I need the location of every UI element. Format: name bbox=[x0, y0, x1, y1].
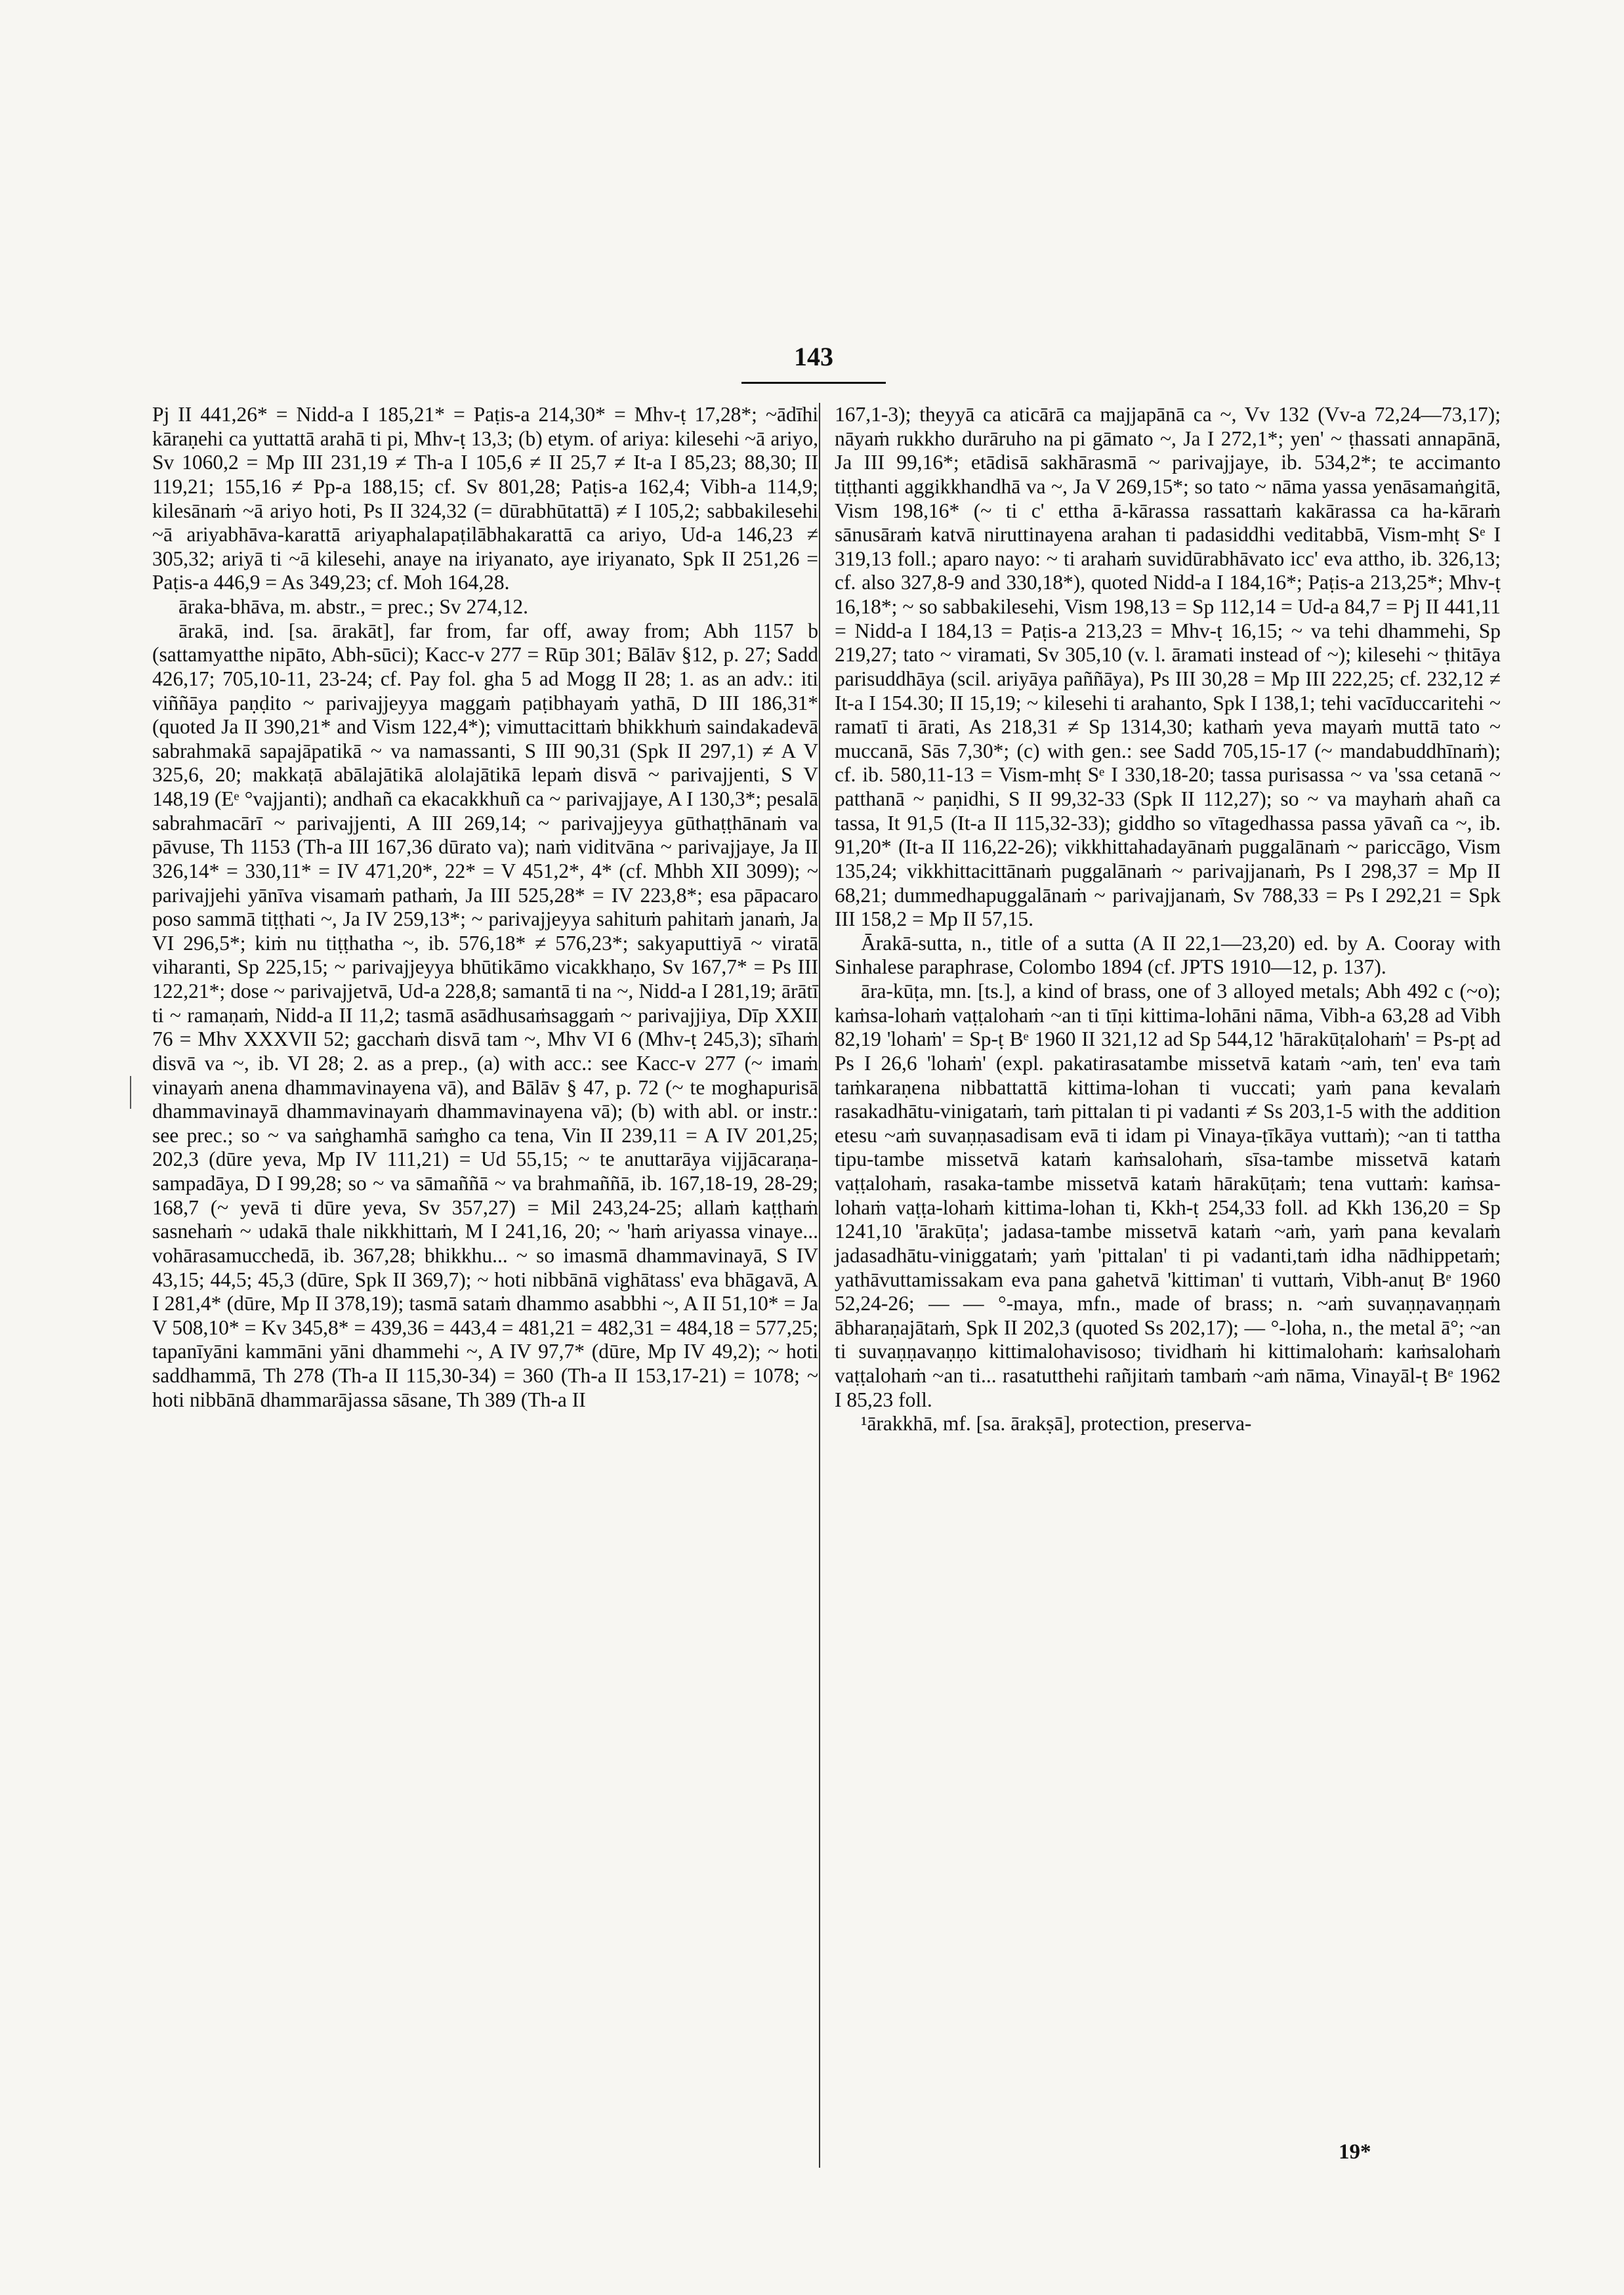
entry-araka-bhava: āraka-bhāva, m. abstr., = prec.; Sv 274,12. bbox=[178, 595, 528, 618]
left-column bbox=[152, 403, 818, 1412]
column-divider bbox=[819, 403, 820, 2168]
entry-continuation: Pj II 441,26* = Nidd-a I 185,21* = Paṭis-a 214,30* = Mhv-ṭ 17,28*; ~ādīhi kāraṇehi ca yuttattā arahā ti pi, Mhv-ṭ 13,3; (b) etym. of ariya: kilesehi ~ā ariyo, Sv 1060,2 = Mp III 231,19 ≠ Th-a I 105,6 ≠ II 25,7 ≠ It-a I 85,23; 88,30; II 119,21; 155,16 ≠ Pp-a 188,15; cf. Sv 801,28; Paṭis-a 162,4; Vibh-a 114,9; kilesānaṁ ~ā ariyo hoti, Ps II 324,32 (= dūrabhūtattā) ≠ I 105,2; sabbakilesehi ~ā ariyabhāva-karattā ariyaphalapaṭilābhakarattā ca ariyo, Ud-a 146,23 ≠ 305,32; ariyā ti ~ā kilesehi, anaye na iriyanato, aye iriyanato, Spk II 251,26 = Paṭis-a 446,9 = As 349,23; cf. Moh 164,28. bbox=[152, 403, 818, 594]
entry-arakkha: ¹ārakkhā, mf. [sa. ārakṣā], protection, preserva- bbox=[861, 1412, 1252, 1436]
entry-araka-sutta: Ārakā-sutta, n., title of a sutta (A II 22,1—23,20) ed. by A. Cooray with Sinhalese paraphrase, Colombo 1894 (cf. JPTS 1910—12, p. 137). bbox=[835, 931, 1501, 979]
margin-mark bbox=[130, 1076, 131, 1109]
entry-ara-kuta: āra-kūṭa, mn. [ts.], a kind of brass, one of 3 alloyed metals; Abh 492 c (~o); kaṁsa-lohaṁ vaṭṭalohaṁ ~an ti tīṇi kittima-lohāni nāma, Vibh-a 63,28 ad Vibh 82,19 'lohaṁ' = Sp-ṭ Bᵉ 1960 II 321,12 ad Sp 544,12 'hārakūṭalohaṁ' = Ps-pṭ ad Ps I 26,6 'lohaṁ' (expl. pakatirasatambe missetvā kataṁ ~aṁ, ten' eva taṁ taṁkaraṇena nibbattattā kittima-lohan ti vuccati; yaṁ pana kevalaṁ rasakadhātu-vinigataṁ, taṁ pittalan ti pi vadanti ≠ Ss 203,1-5 with the addition etesu ~aṁ suvaṇṇasadisam evā ti idam pi Vinaya-ṭīkāya vuttaṁ); ~an ti tattha tipu-tambe missetvā kataṁ kaṁsalohaṁ, sīsa-tambe missetvā kataṁ vaṭṭalohaṁ, rasaka-tambe missetvā kataṁ hārakūṭaṁ; tena vuttaṁ: kaṁsa-lohaṁ vaṭṭa-lohaṁ kittima-lohan ti, Kkh-ṭ 254,33 foll. ad Kkh 136,20 = Sp 1241,10 'ārakūṭa'; jadasa-tambe missetvā kataṁ ~aṁ, yaṁ pana kevalaṁ jadasadhātu-viniggataṁ; yaṁ 'pittalan' ti pi vadanti,taṁ idha nādhippetaṁ; yathāvuttamissakam eva pana gahetvā 'kittiman' ti vuttaṁ, Vibh-anuṭ Bᵉ 1960 52,24-26; — — °-maya, mfn., made of brass; n. ~aṁ suvaṇṇavaṇṇaṁ ābharaṇajātaṁ, Spk II 202,3 (quoted Ss 202,17); — °-loha, n., the metal ā°; ~an ti suvaṇṇavaṇṇo kittimalohavisoso; tividhaṁ hi kittimalohaṁ: kaṁsalohaṁ vaṭṭalohaṁ ~an ti... rasatutthehi rañjitaṁ tambaṁ ~aṁ nāma, Vinayāl-ṭ Bᵉ 1962 I 85,23 foll. bbox=[835, 980, 1501, 1411]
printer-signature: 19* bbox=[1339, 2140, 1371, 2164]
entry-araka: ārakā, ind. [sa. ārakāt], far from, far off, away from; Abh 1157 b (sattamyatthe nipāto, Abh-sūci); Kacc-v 277 = Rūp 301; Bālāv §12, p. 27; Sadd 426,17; 705,10-11, 23-24; cf. Pay fol. gha 5 ad Mogg II 28; 1. as an adv.: iti viññāya paṇḍito ~ parivajjeyya maggaṁ paṭibhayaṁ yathā, D III 186,31* (quoted Ja II 390,21* and Vism 122,4*); vimuttacittaṁ bhikkhuṁ saindakadevā sabrahmakā sapajāpatikā ~ va namassanti, S III 90,31 (Spk II 297,1) ≠ A V 325,6, 20; makkaṭā abālajātikā alolajātikā lepaṁ disvā ~ parivajjenti, S V 148,19 (Eᵉ °vajjanti); andhañ ca ekacakkhuñ ca ~ parivajjaye, A I 130,3*; pesalā sabrahmacārī ~ parivajjenti, A III 269,14; ~ parivajjeyya gūthaṭṭhānaṁ va pāvuse, Th 1153 (Th-a III 167,36 dūrato va); naṁ viditvāna ~ parivajjaye, Ja II 326,14* = 330,11* = IV 471,20*, 22* = V 451,2*, 4* (cf. Mhbh XII 3099); ~ parivajjehi yānīva visamaṁ pathaṁ, Ja III 525,28* = IV 223,8*; esa pāpacaro poso sammā tiṭṭhati ~, Ja IV 259,13*; ~ parivajjeyya sahituṁ pahitaṁ janaṁ, Ja VI 296,5*; kiṁ nu tiṭṭhatha ~, ib. 576,18* ≠ 576,23*; sakyaputtiyā ~ viratā viharanti, Sp 225,15; ~ parivajjeyya bhūtikāmo vicakkhaṇo, Sv 167,7* = Ps III 122,21*; dose ~ parivajjetvā, Ud-a 228,8; samantā ti na ~, Nidd-a I 281,19; ārātī ti ~ ramaṇaṁ, Nidd-a II 11,2; tasmā asādhusaṁsaggaṁ ~ parivajjiya, Dīp XXII 76 = Mhv XXXVII 52; gacchaṁ disvā tam ~, Mhv VI 6 (Mhv-ṭ 245,3); sīhaṁ disvā va ~, ib. VI 28; 2. as a prep., (a) with acc.: see Kacc-v 277 (~ imaṁ vinayaṁ anena dhammavinayena vā), and Bālāv § 47, p. 72 (~ te moghapurisā dhammavinayā dhammavinayaṁ dhammavinayena vā); (b) with abl. or instr.: see prec.; so ~ va saṅghamhā saṁgho ca tena, Vin II 239,11 = A IV 201,25; 202,3 (dūre yeva, Mp IV 111,21) = Ud 55,15; ~ te anuttarāya vijjācaraṇa-sampadāya, D I 99,28; so ~ va sāmaññā ~ va brahmaññā, ib. 167,18-19, 28-29; 168,7 (~ yevā ti dūre yeva, Sv 357,27) = Mil 243,24-25; allaṁ kaṭṭhaṁ sasnehaṁ ~ udakā thale nikkhittaṁ, M I 241,16, 20; ~ 'haṁ ariyassa vinaye... vohārasamucchedā, ib. 367,28; bhikkhu... ~ so imasmā dhammavinayā, S IV 43,15; 44,5; 45,3 (dūre, Spk II 369,7); ~ hoti nibbānā vighātass' eva bhāgavā, A I 281,4* (dūre, Mp II 378,19); tasmā sataṁ dhammo asabbhi ~, A II 51,10* = Ja V 508,10* = Kv 345,8* = 439,36 = 443,4 = 481,21 = 482,31 = 484,18 = 577,25; tapanīyāni kammāni yāni dhammehi ~, A IV 97,7* (dūre, Mp IV 49,2); ~ hoti saddhammā, Th 278 (Th-a II 115,30-34) = 360 (Th-a II 153,17-21) = 1078; ~ hoti nibbānā dhammarājassa sāsane, Th 389 (Th-a II bbox=[152, 619, 818, 1411]
header-rule bbox=[741, 382, 886, 384]
page-number: 143 bbox=[794, 342, 833, 371]
entry-continuation: 167,1-3); theyyā ca aticārā ca majjapānā ca ~, Vv 132 (Vv-a 72,24—73,17); nāyaṁ rukkho durāruho na pi gāmato ~, Ja I 272,1*; yen' ~ ṭhassati annapānā, Ja III 99,16*; etādisā sakhārasmā ~ parivajjaye, ib. 534,2*; te accimanto tiṭṭhanti aggikkhandhā va ~, Ja V 269,15*; so tato ~ nāma yassa yenāsamaṅgitā, Vism 198,16* (~ ti c' ettha ā-kārassa rassattaṁ kakārassa ca ha-kāraṁ sānusāraṁ katvā niruttinayena arahan ti padasiddhi veditabbā, Vism-mhṭ Sᵉ I 319,13 foll.; aparo nayo: ~ ti arahaṁ suvidūrabhāvato icc' eva attho, ib. 326,13; cf. also 327,8-9 and 330,18*), quoted Nidd-a I 184,16*; Paṭis-a 213,25*; Mhv-ṭ 16,18*; ~ so sabbakilesehi, Vism 198,13 = Sp 112,14 = Ud-a 84,7 = Pj II 441,11 = Nidd-a I 184,13 = Paṭis-a 213,23 = Mhv-ṭ 16,15; ~ va tehi dhammehi, Sp 219,27; tato ~ viramati, Sv 305,10 (v. l. āramati instead of ~); kilesehi ~ ṭhitāya parisuddhāya (scil. ariyāya paññāya), Ps III 30,28 = Mp III 222,25; cf. 232,12 ≠ It-a I 154.30; II 15,19; ~ kilesehi ti arahanto, Spk I 138,1; tehi vacīduccaritehi ~ ramatī ti ārati, As 218,31 ≠ Sp 1314,30; kathaṁ yeva mayaṁ muttā tato ~ muccanā, Sās 7,30*; (c) with gen.: see Sadd 705,15-17 (~ mandabuddhīnaṁ); cf. ib. 580,11-13 = Vism-mhṭ Sᵉ I 330,18-20; tassa purisassa ~ va 'ssa cetanā ~ patthanā ~ paṇidhi, S II 99,32-33 (Spk II 112,27); so ~ va mayhaṁ ahañ ca tassa, It 91,5 (It-a II 115,32-33); giddho so vītagedhassa passa yāvañ ca ~, ib. 91,20* (It-a II 116,22-26); vikkhittahadayānaṁ puggalānaṁ ~ pariccāgo, Vism 135,24; vikkhittacittānaṁ puggalānaṁ ~ parivajjanaṁ, Ps I 298,37 = Mp II 68,21; dummedhapuggalānaṁ ~ parivajjanaṁ, Sv 788,33 = Ps I 292,21 = Spk III 158,2 = Mp II 57,15. bbox=[835, 403, 1501, 931]
right-column bbox=[835, 403, 1501, 1436]
